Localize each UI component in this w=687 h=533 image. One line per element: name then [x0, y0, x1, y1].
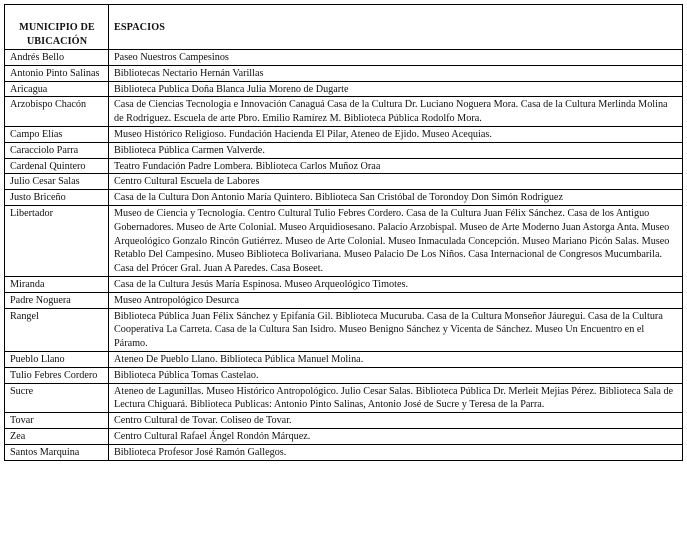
cell-espacios: Centro Cultural Escuela de Labores	[109, 174, 683, 190]
cell-municipio: Santos Marquina	[5, 444, 109, 460]
table-row	[5, 158, 683, 174]
table-row	[5, 292, 683, 308]
cell-municipio: Sucre	[5, 383, 109, 413]
table-row	[5, 174, 683, 190]
cell-municipio: Andrés Bello	[5, 50, 109, 66]
cell-municipio: Aricagua	[5, 81, 109, 97]
cell-espacios: Casa de la Cultura Jesús María Espinosa. Museo Arqueológico Timotes.	[109, 276, 683, 292]
table-row	[5, 50, 683, 66]
cell-municipio: Arzobispo Chacón	[5, 97, 109, 127]
cell-municipio: Rangel	[5, 308, 109, 351]
cell-espacios: Teatro Fundación Padre Lombera. Biblioteca Carlos Muñoz Oraa	[109, 158, 683, 174]
cell-espacios: Museo Histórico Religioso. Fundación Hacienda El Pilar, Ateneo de Ejido. Museo Acequias.	[109, 126, 683, 142]
cell-municipio: Padre Noguera	[5, 292, 109, 308]
cell-espacios: Ateneo De Pueblo Llano. Biblioteca Pública Manuel Molina.	[109, 351, 683, 367]
cell-municipio: Pueblo Llano	[5, 351, 109, 367]
cell-municipio: Justo Briceño	[5, 190, 109, 206]
table-row	[5, 367, 683, 383]
table-row	[5, 190, 683, 206]
cell-espacios: Casa de la Cultura Don Antonio María Quintero. Biblioteca San Cristóbal de Torondoy Don Simón Rodriguez	[109, 190, 683, 206]
header-espacios: ESPACIOS	[109, 5, 683, 50]
table-row	[5, 428, 683, 444]
cell-espacios: Centro Cultural Rafael Ángel Rondón Márquez.	[109, 428, 683, 444]
header-municipio: MUNICIPIO DE UBICACIÓN	[5, 5, 109, 50]
table-row	[5, 276, 683, 292]
cell-municipio: Antonio Pinto Salinas	[5, 65, 109, 81]
cell-espacios: Museo de Ciencia y Tecnología. Centro Cultural Tulio Febres Cordero. Casa de la Cultura Juan Félix Sánchez. Casa de los Antiguo Gobernadores. Museo de Arte Colonial. Museo Arquidiosesano. Palacio Arzobispal. Museo de Arte Moderno Juan Astorga Anta. Museo Arqueológico Gonzalo Rincón Gutiérrez. Museo de Arte Colonial. Museo Inmaculada Concepción. Museo Mariano Picón Salas. Museo Retablo Del Campesino. Museo Biblioteca Bolivariana. Museo Palacio De Los Niños. Casa Internacional de Congresos Mucumbarila. Casa del Prócer Gral. Juan A Paredes. Casa Boseet.	[109, 205, 683, 276]
table-row	[5, 205, 683, 276]
cell-espacios: Biblioteca Pública Juan Félix Sánchez y Epifanía Gil. Biblioteca Mucuruba. Casa de la Cultura Monseñor Jáuregui. Casa de la Cultura Cooperativa La Carreta. Casa de la Cultura San Isidro. Museo Benigno Sánchez y Vicenta de Sánchez. Museo Un Encuentro en el Páramo.	[109, 308, 683, 351]
espacios-table	[4, 4, 683, 461]
cell-municipio: Zea	[5, 428, 109, 444]
cell-espacios: Casa de Ciencias Tecnologia e Innovación Canaguá Casa de la Cultura Dr. Luciano Noguera Mora. Casa de la Cultura Merlinda Molina de Rodriguez. Escuela de arte Pbro. Emilio Ramírez M. Biblioteca Pública Rodolfo Mora.	[109, 97, 683, 127]
cell-municipio: Campo Elías	[5, 126, 109, 142]
cell-municipio: Tovar	[5, 413, 109, 429]
table-row	[5, 81, 683, 97]
cell-municipio: Libertador	[5, 205, 109, 276]
cell-espacios: Museo Antropológico Desurca	[109, 292, 683, 308]
table-body	[5, 50, 683, 461]
cell-espacios: Biblioteca Profesor José Ramón Gallegos.	[109, 444, 683, 460]
cell-municipio: Caracciolo Parra	[5, 142, 109, 158]
table-row	[5, 444, 683, 460]
cell-espacios: Biblioteca Publica Doña Blanca Julia Moreno de Dugarte	[109, 81, 683, 97]
cell-municipio: Julio Cesar Salas	[5, 174, 109, 190]
cell-municipio: Miranda	[5, 276, 109, 292]
table-row	[5, 383, 683, 413]
cell-espacios: Ateneo de Lagunillas. Museo Histórico Antropológico. Julio Cesar Salas. Biblioteca Pública Dr. Merleit Mejias Pérez. Biblioteca Sala de Lectura Chiguará. Biblioteca Publicas: Antonio Pinto Salinas, Antonio José de Sucre y Teresa de la Parra.	[109, 383, 683, 413]
cell-espacios: Centro Cultural de Tovar. Coliseo de Tovar.	[109, 413, 683, 429]
cell-espacios: Bibliotecas Nectario Hernán Varillas	[109, 65, 683, 81]
table-row	[5, 126, 683, 142]
table-row	[5, 351, 683, 367]
table-row	[5, 413, 683, 429]
table-row	[5, 97, 683, 127]
cell-espacios: Biblioteca Pública Carmen Valverde.	[109, 142, 683, 158]
cell-municipio: Tulio Febres Cordero	[5, 367, 109, 383]
table-row	[5, 308, 683, 351]
cell-espacios: Biblioteca Pública Tomas Castelao.	[109, 367, 683, 383]
table-row	[5, 142, 683, 158]
cell-municipio: Cardenal Quintero	[5, 158, 109, 174]
header-row	[5, 5, 683, 50]
table-row	[5, 65, 683, 81]
cell-espacios: Paseo Nuestros Campesinos	[109, 50, 683, 66]
